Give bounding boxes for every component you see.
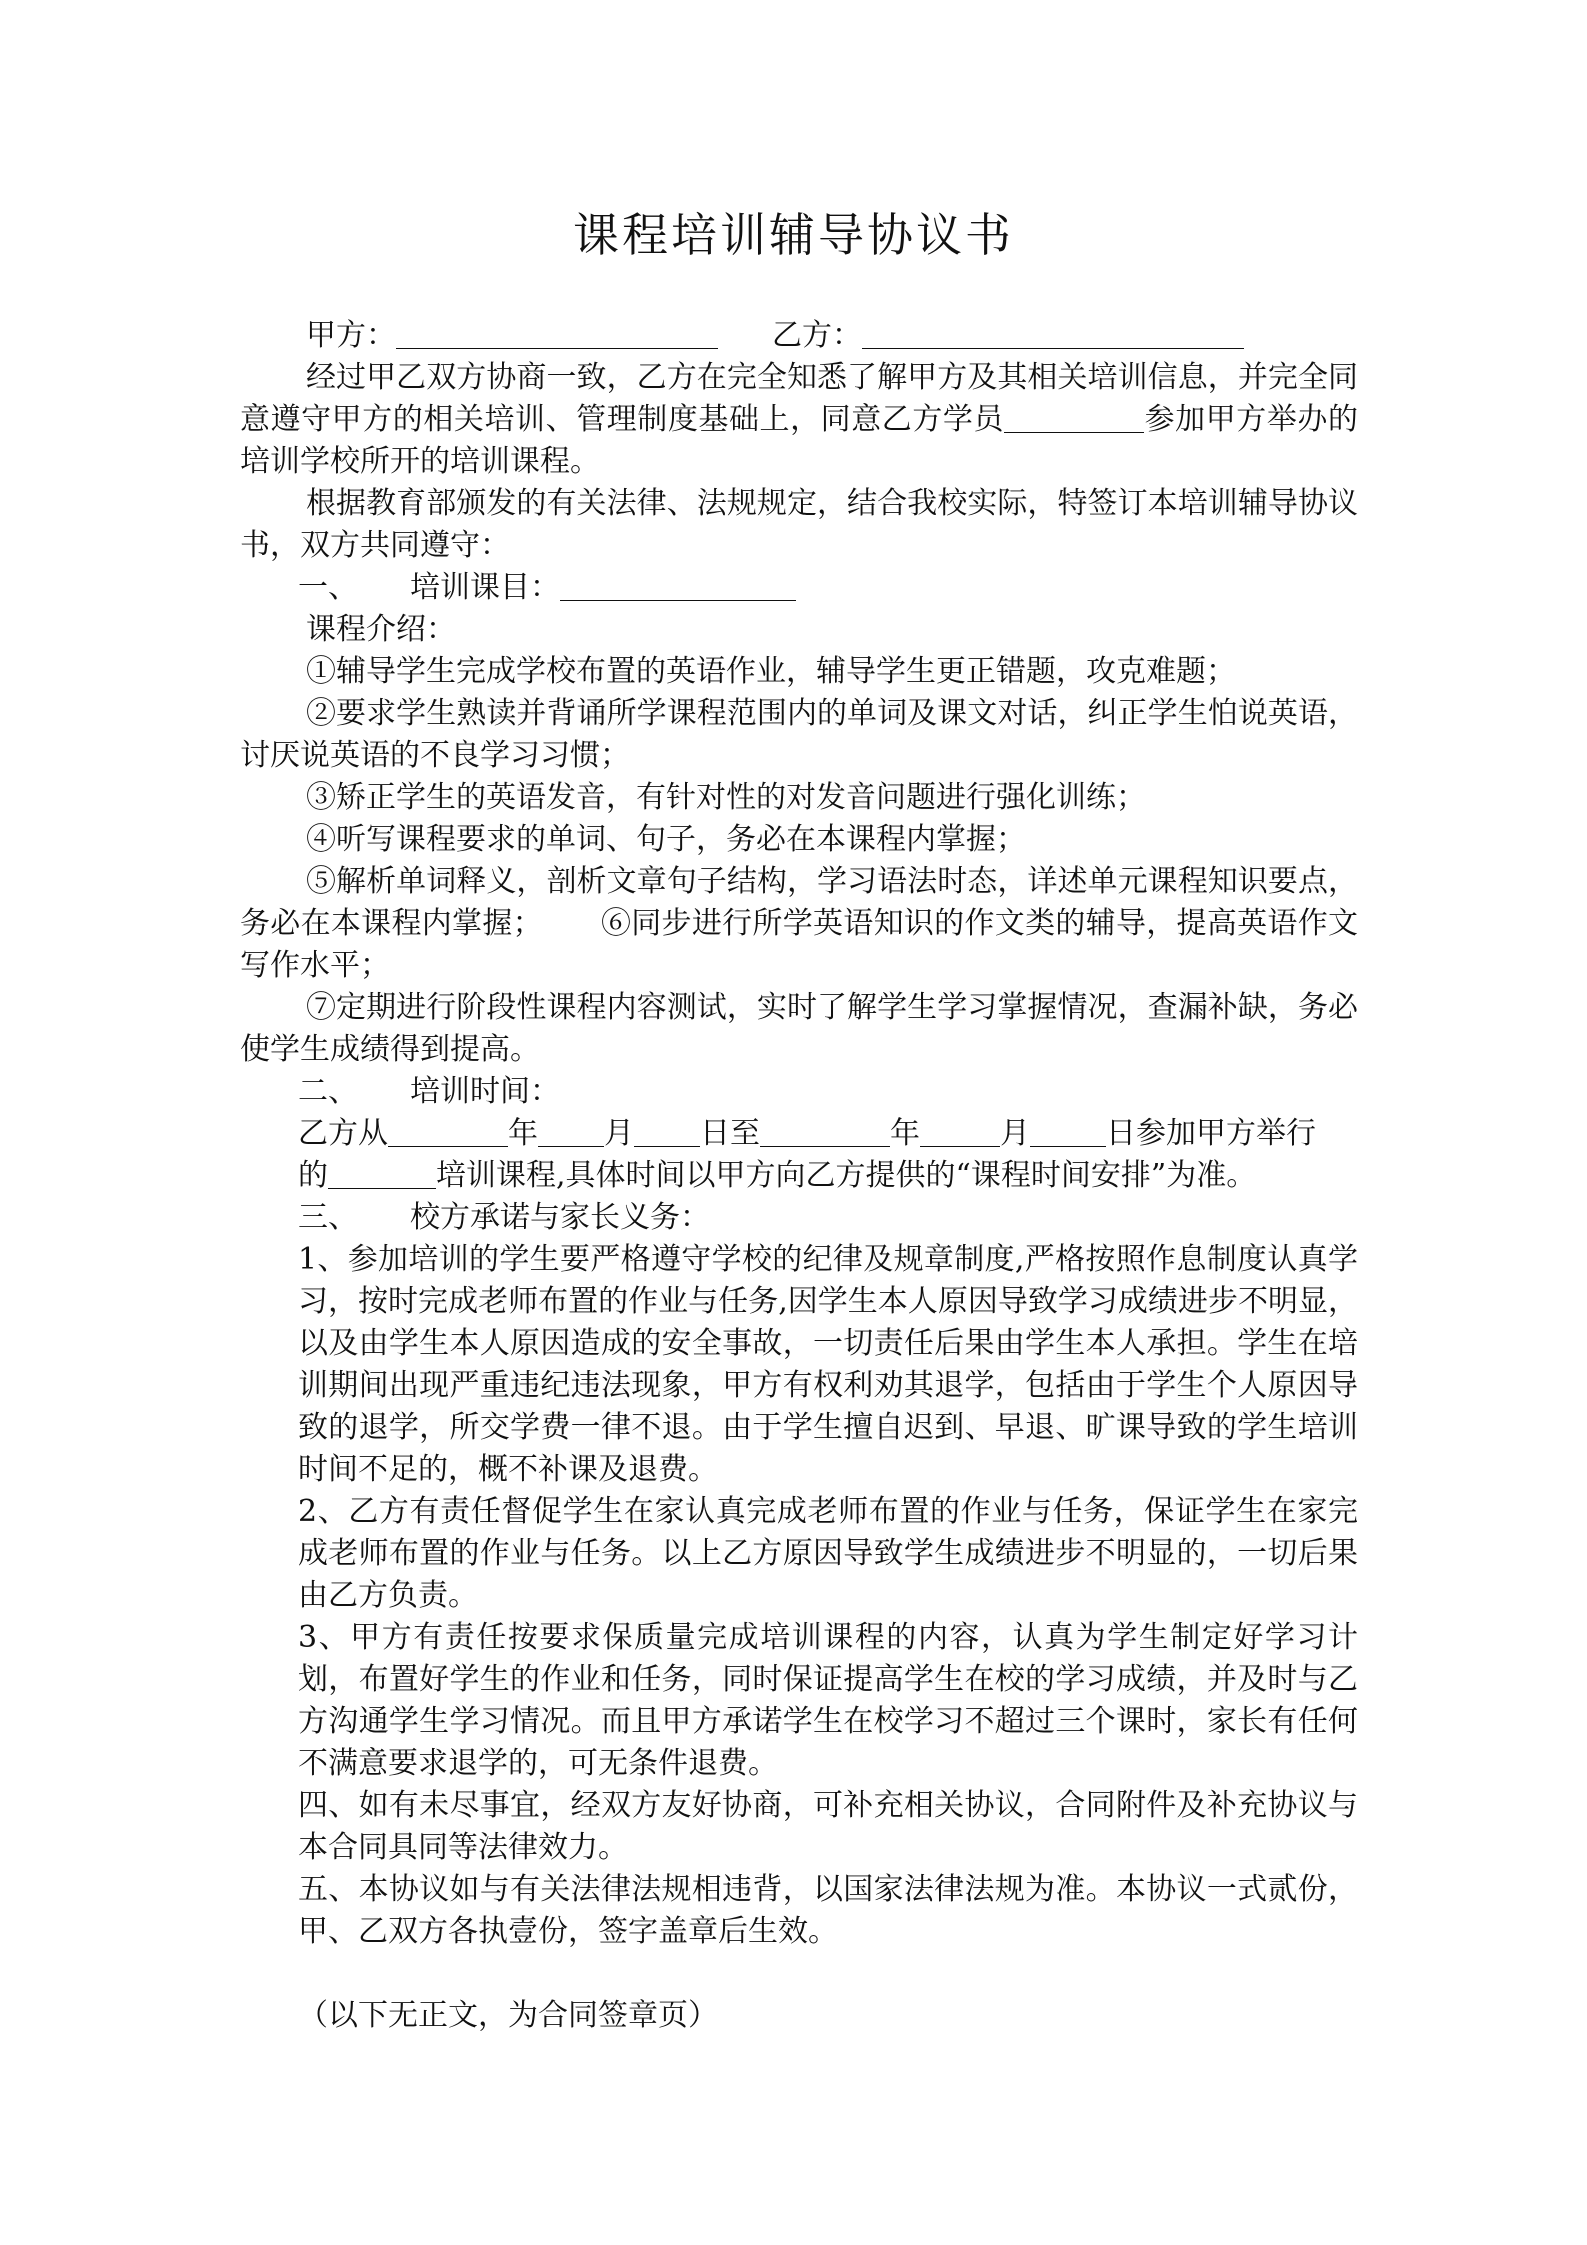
section3-heading-text: 校方承诺与家长义务： bbox=[410, 1200, 710, 1235]
document-title: 课程培训辅导协议书 bbox=[573, 208, 1014, 262]
course-item-7: ⑦定期进行阶段性课程内容测试，实时了解学生学习掌握情况，查漏补缺，务必使学生成绩得到提高。 bbox=[240, 990, 1358, 1067]
party-a-label: 甲方： bbox=[306, 318, 396, 353]
end-year-blank bbox=[760, 1116, 890, 1147]
training-time-line-2 bbox=[240, 1155, 1358, 1197]
section2-number: 二、 bbox=[298, 1074, 358, 1109]
document-body bbox=[240, 315, 1358, 2037]
section2-heading bbox=[240, 1071, 1358, 1113]
obligation-item-3: 3、甲方有责任按要求保质量完成培训课程的内容，认真为学生制定好学习计划，布置好学生的作业和任务，同时保证提高学生在校的学习成绩，并及时与乙方沟通学生学习情况。而且甲方承诺学生在校学习不超过三个课时，家长有任何不满意要求退学的，可无条件退费。 bbox=[298, 1620, 1358, 1781]
course-item-5-6 bbox=[240, 861, 1358, 987]
end-day-blank bbox=[1030, 1116, 1106, 1147]
course-subject-blank bbox=[560, 570, 796, 601]
time-text-month-1: 月 bbox=[604, 1116, 634, 1151]
closing-note: （以下无正文，为合同签章页） bbox=[298, 1998, 718, 2033]
obligation-item-1: 1、参加培训的学生要严格遵守学校的纪律及规章制度,严格按照作息制度认真学习，按时完成老师布置的作业与任务,因学生本人原因导致学习成绩进步不明显，以及由学生本人原因造成的安全事故，一切责任后果由学生本人承担。学生在培训期间出现严重违纪违法现象，甲方有权利劝其退学，包括由于学生个人原因导致的退学，所交学费一律不退。由于学生擅自迟到、早退、旷课导致的学生培训时间不足的，概不补课及退费。 bbox=[298, 1242, 1358, 1487]
section3-number: 三、 bbox=[298, 1200, 358, 1235]
intro-text-1b: 参加甲方举办的培训学校所开的培训课程。 bbox=[240, 402, 1358, 479]
intro-paragraph-2: 根据教育部颁发的有关法律、法规规定，结合我校实际，特签订本培训辅导协议书，双方共同遵守： bbox=[240, 486, 1358, 563]
party-b-blank bbox=[862, 318, 1244, 349]
start-month-blank bbox=[538, 1116, 604, 1147]
party-a-blank bbox=[396, 318, 718, 349]
intro-text-1a: 经过甲乙双方协商一致，乙方在完全知悉了解甲方及其相关培训信息，并完全同意遵守甲方的相关培训、管理制度基础上，同意乙方学员 bbox=[240, 360, 1358, 437]
time-text-schedule: 培训课程,具体时间以甲方向乙方提供的“课程时间安排”为准。 bbox=[436, 1158, 1257, 1193]
section1-heading-text: 培训课目： bbox=[410, 570, 560, 605]
time-text-day-to: 日至 bbox=[700, 1116, 760, 1151]
time-text-day-attend: 日参加甲方举行 bbox=[1106, 1116, 1316, 1151]
end-month-blank bbox=[920, 1116, 1000, 1147]
parties-line bbox=[240, 315, 1358, 357]
section3-heading bbox=[240, 1197, 1358, 1239]
section5-clause: 五、本协议如与有关法律法规相违背，以国家法律法规为准。本协议一式贰份，甲、乙双方各执壹份，签字盖章后生效。 bbox=[298, 1872, 1358, 1949]
course-item-6: ⑥同步进行所学英语知识的作文类的辅导，提高英语作文写作水平； bbox=[240, 906, 1359, 983]
course-item-2: ②要求学生熟读并背诵所学课程范围内的单词及课文对话，纠正学生怕说英语，讨厌说英语的不良学习习惯； bbox=[240, 696, 1358, 773]
time-text-year-2: 年 bbox=[890, 1116, 920, 1151]
section2-heading-text: 培训时间： bbox=[410, 1074, 560, 1109]
course-intro-label: 课程介绍： bbox=[306, 612, 456, 647]
course-item-3: ③矫正学生的英语发音，有针对性的对发音问题进行强化训练； bbox=[306, 780, 1146, 815]
intro-paragraph-1 bbox=[240, 357, 1358, 483]
obligation-item-2: 2、乙方有责任督促学生在家认真完成老师布置的作业与任务，保证学生在家完成老师布置的作业与任务。以上乙方原因导致学生成绩进步不明显的，一切后果由乙方负责。 bbox=[298, 1494, 1358, 1613]
time-text-month-2: 月 bbox=[1000, 1116, 1030, 1151]
course-item-5: ⑤解析单词释义，剖析文章句子结构，学习语法时态，详述单元课程知识要点，务必在本课程内掌握； bbox=[240, 864, 1358, 941]
course-name-blank bbox=[328, 1158, 436, 1189]
section1-heading bbox=[240, 567, 1358, 609]
training-time-line-1 bbox=[240, 1113, 1358, 1155]
student-name-blank bbox=[1004, 402, 1144, 433]
course-item-1: ①辅导学生完成学校布置的英语作业，辅导学生更正错题，攻克难题； bbox=[306, 654, 1236, 689]
party-b-label: 乙方： bbox=[772, 318, 862, 353]
course-item-4: ④听写课程要求的单词、句子，务必在本课程内掌握； bbox=[306, 822, 1026, 857]
start-day-blank bbox=[634, 1116, 700, 1147]
time-text-of: 的 bbox=[298, 1158, 328, 1193]
time-text-year-1: 年 bbox=[508, 1116, 538, 1151]
start-year-blank bbox=[388, 1116, 508, 1147]
time-text-from: 乙方从 bbox=[298, 1116, 388, 1151]
section4-clause: 四、如有未尽事宜，经双方友好协商，可补充相关协议，合同附件及补充协议与本合同具同等法律效力。 bbox=[298, 1788, 1358, 1865]
section1-number: 一、 bbox=[298, 570, 358, 605]
